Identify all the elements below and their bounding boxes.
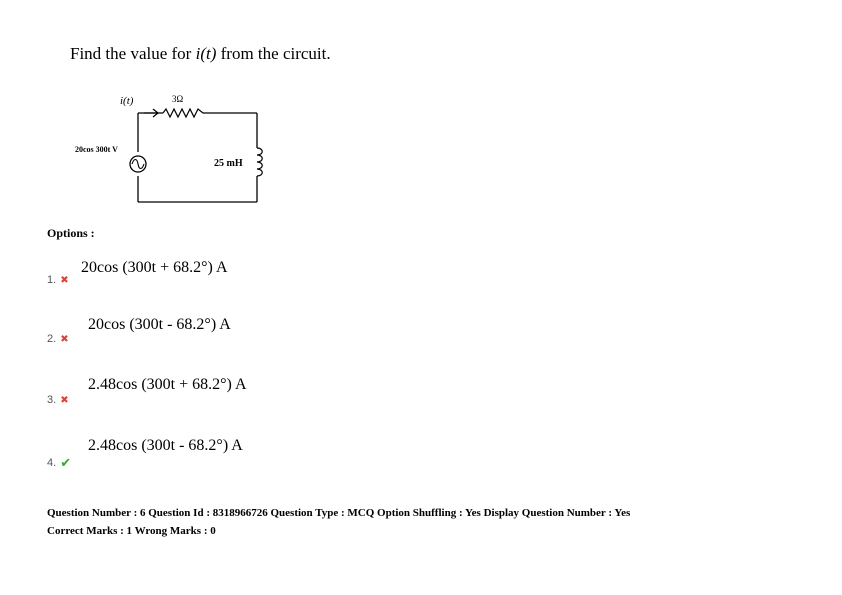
inductor-icon: [257, 148, 262, 176]
options-label: Options :: [47, 226, 95, 240]
question-variable: i(t): [195, 44, 217, 63]
option-2-text: 20cos (300t - 68.2°) A: [88, 316, 231, 333]
inductor-label: 25 mH: [214, 158, 243, 169]
option-2-number: [47, 333, 69, 345]
current-arrow-icon: [144, 109, 158, 117]
option-3-index: 3.: [47, 394, 57, 406]
question-text: [70, 44, 331, 64]
question-meta-line1: Question Number : 6 Question Id : 8318966726 Question Type : MCQ Option Shuffling : Yes Display Question Number : Yes: [47, 507, 631, 519]
option-1-index: 1.: [47, 274, 57, 286]
resistor-label: 3Ω: [172, 94, 184, 104]
source-label: 20cos 300t V: [75, 145, 118, 154]
ac-source-icon: [130, 156, 146, 172]
option-3-number: [47, 394, 69, 406]
option-4-index: 4.: [47, 457, 57, 469]
option-4-number: [47, 455, 71, 471]
current-label: i(t): [120, 95, 134, 107]
wrong-mark-icon: ✖: [60, 274, 69, 286]
option-1-number: [47, 274, 69, 286]
option-3-text: 2.48cos (300t + 68.2°) A: [88, 376, 247, 393]
correct-mark-icon: ✔: [60, 455, 72, 470]
option-1-text: 20cos (300t + 68.2°) A: [81, 259, 228, 276]
question-suffix: from the circuit.: [216, 44, 331, 63]
wrong-mark-icon: ✖: [60, 394, 69, 406]
wrong-mark-icon: ✖: [60, 333, 69, 345]
question-prefix: Find the value for: [70, 44, 196, 63]
option-2-index: 2.: [47, 333, 57, 345]
question-meta-line2: Correct Marks : 1 Wrong Marks : 0: [47, 525, 216, 537]
circuit-diagram: [60, 88, 290, 213]
option-4-text: 2.48cos (300t - 68.2°) A: [88, 437, 243, 454]
resistor-icon: [163, 109, 203, 117]
